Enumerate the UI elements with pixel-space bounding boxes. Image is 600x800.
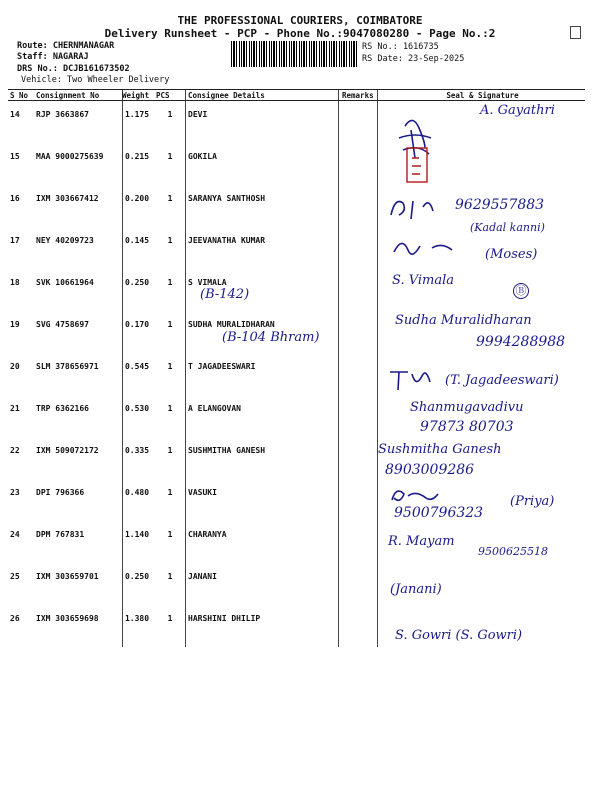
consignee: A ELANGOVAN	[188, 404, 241, 413]
consignment-no: IXM 303659701	[36, 572, 99, 581]
sno: 24	[10, 530, 20, 539]
weight: 0.215	[124, 152, 150, 161]
signature-r18: S. Vimala	[392, 273, 455, 288]
note-r16: (Kadal kanni)	[470, 221, 545, 234]
table-row	[8, 479, 585, 521]
consignee: HARSHINI DHILIP	[188, 614, 261, 623]
sno: 19	[10, 320, 20, 329]
signature-r14: A. Gayathri	[480, 103, 555, 118]
vehicle: Vehicle: Two Wheeler Delivery	[21, 75, 170, 85]
remarks	[340, 395, 380, 437]
pcs: 1	[167, 320, 173, 329]
weight: 0.250	[124, 572, 150, 581]
consignee: VASUKI	[188, 488, 217, 497]
pcs: 1	[167, 362, 173, 371]
note-r18: (B-142)	[200, 287, 250, 302]
remarks	[340, 479, 380, 521]
sno: 15	[10, 152, 20, 161]
col-sno: S No	[8, 90, 34, 101]
consignment-no: SVK 10661964	[36, 278, 94, 287]
col-signature: Seal & Signature	[380, 90, 585, 101]
sno: 18	[10, 278, 20, 287]
consignee: DEVI	[188, 110, 208, 119]
pcs: 1	[167, 404, 173, 413]
weight: 1.380	[124, 614, 150, 623]
remarks	[340, 185, 380, 227]
phone-r22: 8903009286	[385, 462, 475, 478]
remarks	[340, 353, 380, 395]
barcode	[231, 41, 357, 67]
sno: 22	[10, 446, 20, 455]
weight: 0.335	[124, 446, 150, 455]
consignee: JEEVANATHA KUMAR	[188, 236, 266, 245]
runsheet-subtitle: Delivery Runsheet - PCP - Phone No.:9047080280 - Page No.:2	[104, 27, 496, 40]
sno: 17	[10, 236, 20, 245]
col-weight: Weight	[120, 90, 154, 101]
col-consignee: Consignee Details	[186, 90, 340, 101]
signature-mark-r20	[386, 364, 442, 394]
note-r19: (B-104 Bhram)	[222, 330, 320, 345]
runsheet-table	[8, 89, 585, 647]
remarks	[340, 101, 380, 144]
pcs: 1	[167, 278, 173, 287]
remarks	[340, 605, 380, 647]
signature-r22: Sushmitha Ganesh	[378, 442, 502, 457]
remarks	[340, 521, 380, 563]
col-remarks: Remarks	[340, 90, 380, 101]
pcs: 1	[167, 236, 173, 245]
signature-r24: R. Mayam	[388, 534, 455, 549]
pcs: 1	[167, 194, 173, 203]
name-r21: Shanmugavadivu	[410, 400, 524, 415]
consignment-no: DPI 796366	[36, 488, 85, 497]
sno: 26	[10, 614, 20, 623]
weight: 0.545	[124, 362, 150, 371]
pcs: 1	[167, 110, 173, 119]
consignee: S VIMALA	[188, 278, 227, 287]
consignee: JANANI	[188, 572, 217, 581]
consignee: T JAGADEESWARI	[188, 362, 256, 371]
consignment-no: DPM 767831	[36, 530, 85, 539]
pcs: 1	[167, 614, 173, 623]
weight: 0.480	[124, 488, 150, 497]
phone-r19: 9994288988	[476, 334, 566, 350]
phone-r23: 9500796323	[394, 505, 484, 521]
signature-r26: S. Gowri (S. Gowri)	[395, 628, 523, 643]
weight: 0.250	[124, 278, 150, 287]
drs-number: DRS No.: DCJB161673502	[17, 64, 130, 74]
table-header-row	[8, 90, 585, 101]
consignee: GOKILA	[188, 152, 217, 161]
pcs: 1	[167, 446, 173, 455]
weight: 1.140	[124, 530, 150, 539]
note-r17: (Moses)	[485, 247, 538, 262]
pcs: 1	[167, 152, 173, 161]
table-row	[8, 269, 585, 311]
page-icon	[570, 26, 581, 39]
col-pcs: PCS	[154, 90, 186, 101]
phone-r21: 97873 80703	[420, 419, 514, 435]
consignee: SUSHMITHA GANESH	[188, 446, 266, 455]
sno: 25	[10, 572, 20, 581]
note-r23: (Priya)	[510, 494, 555, 509]
pcs: 1	[167, 530, 173, 539]
sno: 14	[10, 110, 20, 119]
stamp-circle: Ⓑ	[513, 283, 529, 299]
consignment-no: TRP 6362166	[36, 404, 89, 413]
consignment-no: RJP 3663867	[36, 110, 89, 119]
consignee: SARANYA SANTHOSH	[188, 194, 266, 203]
weight: 0.170	[124, 320, 150, 329]
consignment-no: IXM 303659698	[36, 614, 99, 623]
consignment-no: SVG 4758697	[36, 320, 89, 329]
table-row	[8, 143, 585, 185]
staff: Staff: NAGARAJ	[17, 52, 89, 62]
col-consignment: Consignment No	[34, 90, 120, 101]
seal-scribble-graphic	[385, 108, 455, 188]
sno: 16	[10, 194, 20, 203]
remarks	[340, 269, 380, 311]
consignment-no: IXM 303667412	[36, 194, 99, 203]
note-r20: (T. Jagadeeswari)	[445, 373, 559, 388]
weight: 0.200	[124, 194, 150, 203]
rs-date: RS Date: 23-Sep-2025	[362, 54, 465, 64]
phone-r16: 9629557883	[455, 197, 545, 213]
remarks	[340, 311, 380, 353]
consignment-no: SLM 378656971	[36, 362, 99, 371]
sno: 21	[10, 404, 20, 413]
remarks	[340, 143, 380, 185]
weight: 0.530	[124, 404, 150, 413]
signature-mark-r16	[385, 193, 455, 225]
consignment-no: MAA 9000275639	[36, 152, 104, 161]
consignee: SUDHA MURALIDHARAN	[188, 320, 275, 329]
rs-number: RS No.: 1616735	[362, 42, 439, 52]
signature-mark-r17	[388, 234, 468, 264]
consignee: CHARANYA	[188, 530, 227, 539]
remarks	[340, 227, 380, 269]
phone-r24: 9500625518	[478, 545, 548, 558]
remarks	[340, 437, 380, 479]
weight: 1.175	[124, 110, 150, 119]
consignment-no: IXM 509072172	[36, 446, 99, 455]
sno: 20	[10, 362, 20, 371]
remarks	[340, 563, 380, 605]
consignment-no: NEY 40209723	[36, 236, 94, 245]
sno: 23	[10, 488, 20, 497]
route: Route: CHERNMANAGAR	[17, 41, 115, 51]
pcs: 1	[167, 572, 173, 581]
signature-r19: Sudha Muralidharan	[395, 313, 532, 328]
pcs: 1	[167, 488, 173, 497]
table-row	[8, 563, 585, 605]
weight: 0.145	[124, 236, 150, 245]
document-title: THE PROFESSIONAL COURIERS, COIMBATORE	[177, 14, 423, 27]
signature-r25: (Janani)	[390, 582, 442, 597]
